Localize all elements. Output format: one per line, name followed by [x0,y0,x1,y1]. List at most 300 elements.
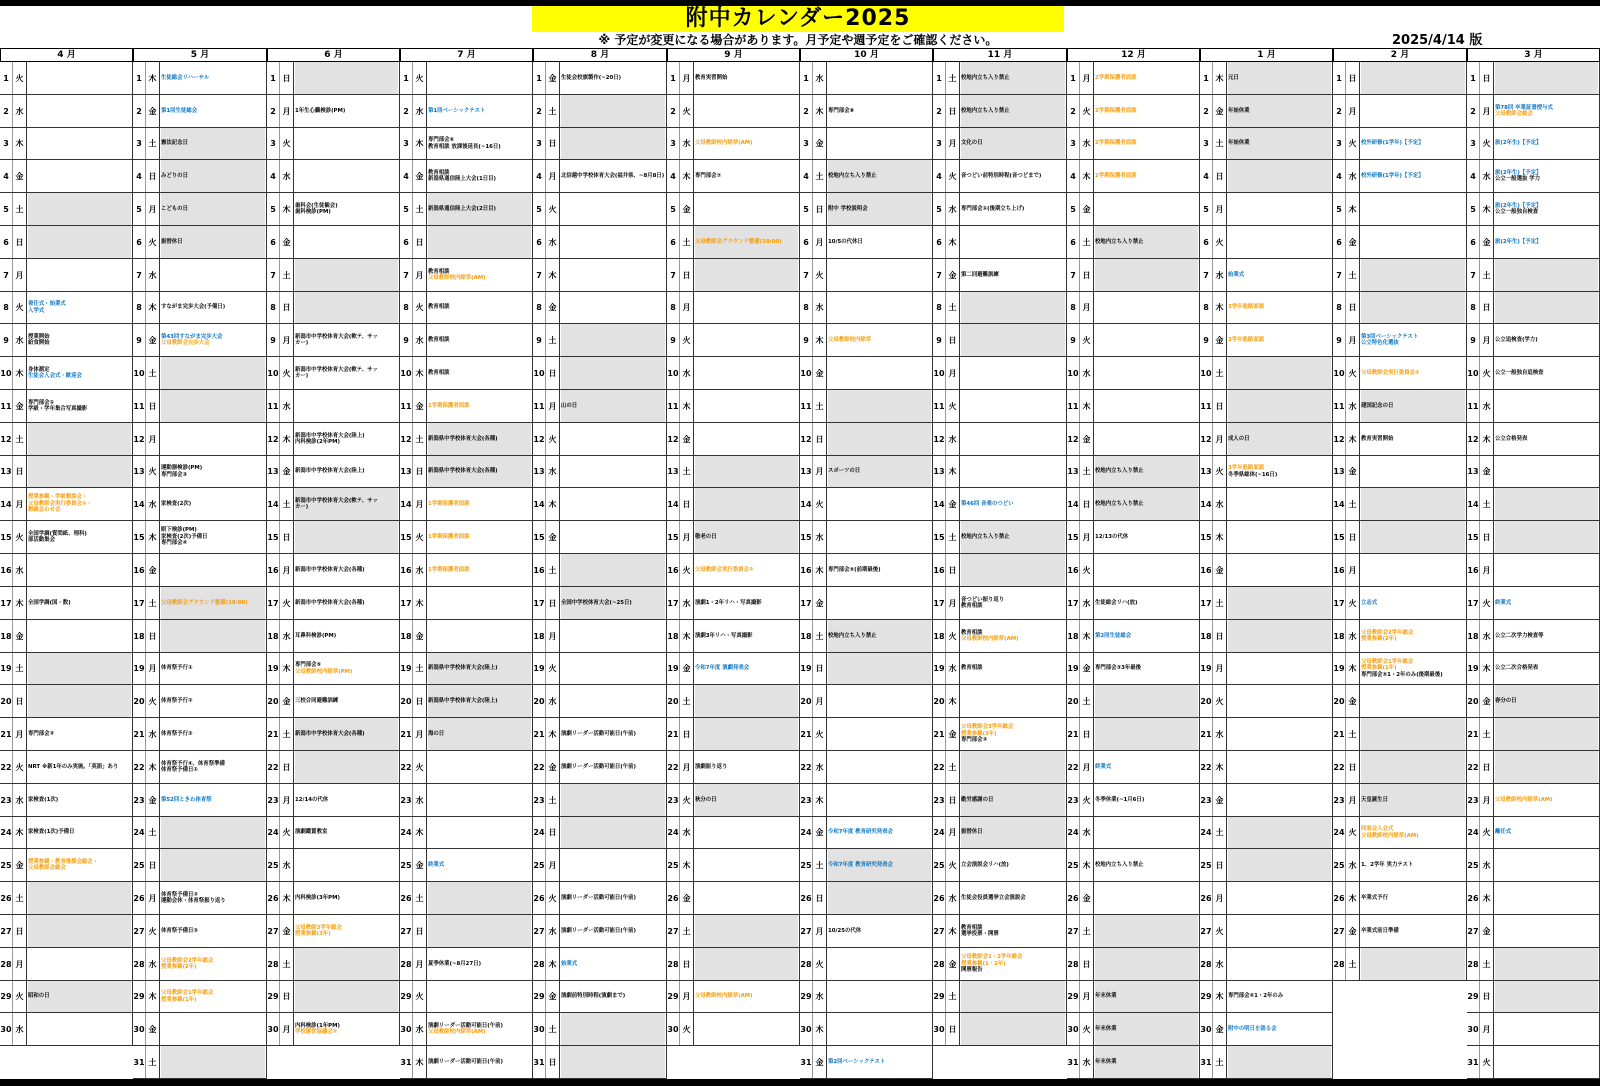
weekday-label: 木 [1346,653,1360,684]
day-cell [533,521,667,554]
event-line: 新潟県通信陸上大会(2日目) [428,205,496,212]
event-text [1095,1013,1198,1045]
day-number: 4 [933,160,946,192]
day-number: 13 [133,456,146,487]
weekday-label: 水 [1080,1046,1094,1078]
day-number: 13 [667,456,680,487]
day-number: 9 [1467,324,1480,356]
day-cell [133,128,267,160]
event-text [161,488,265,520]
event-text [1495,981,1598,1012]
event-text [961,160,1065,192]
day-cell [1200,915,1333,948]
event-text [1495,324,1598,356]
day-number: 30 [1467,1013,1480,1045]
day-cell [933,882,1067,915]
weekday-label: 月 [946,128,960,159]
event-line: 体育祭予行④、体育祭準備 体育祭予備日① [161,760,225,773]
event-text [1495,882,1598,914]
event-text [161,423,265,455]
event-text [1495,718,1598,750]
day-cell [267,423,400,456]
weekday-label: 日 [946,95,960,127]
weekday-label: 日 [13,915,27,947]
event-text [695,95,798,127]
weekday-label: 火 [413,62,427,94]
day-number: 14 [933,488,946,520]
day-number: 29 [267,981,280,1012]
event-text [828,95,931,127]
weekday-label: 木 [413,128,427,159]
day-cell [667,1013,800,1046]
day-number: 22 [1200,751,1213,783]
weekday-label: 日 [413,226,427,258]
yearly-calendar-grid [0,48,1600,1079]
weekday-label: 木 [680,849,694,881]
event-text [428,685,531,717]
event-text [161,193,265,225]
day-number: 6 [400,226,413,258]
day-number: 12 [800,423,813,455]
day-cell [933,128,1067,160]
month-header: 1 月 [1200,48,1333,62]
day-number: 17 [667,587,680,619]
day-cell [800,784,933,817]
day-cell [267,259,400,292]
day-cell [1333,587,1467,620]
event-line: 音つどい前特別時程(音つどまで) [961,172,1042,179]
event-text [1228,226,1331,258]
day-number: 15 [800,521,813,553]
weekday-label: 水 [280,849,294,881]
event-text [1361,948,1465,980]
day-number: 1 [533,62,546,94]
day-cell [1067,849,1200,882]
event-text [561,292,665,323]
event-text [28,324,131,356]
day-number: 4 [667,160,680,192]
day-cell [400,95,533,128]
day-cell [533,488,667,521]
event-text [1495,554,1598,586]
day-number: 12 [533,423,546,455]
event-text [1495,62,1598,94]
day-number: 11 [133,390,146,422]
weekday-label: 日 [946,1013,960,1045]
day-cell [1067,882,1200,915]
day-cell [133,193,267,226]
day-number: 26 [267,882,280,914]
event-line: 昭和の日 [28,993,50,1000]
day-cell [1333,554,1467,587]
event-line: 演劇リーダー活動可能日(午前) [561,730,637,737]
day-cell [267,1013,400,1046]
event-text [961,259,1065,291]
weekday-label: 月 [146,423,160,455]
event-line: 第1回生徒総会 [161,107,198,114]
event-text [161,817,265,848]
day-cell [1067,948,1200,981]
empty-day-cell [0,1046,133,1079]
event-text [428,718,531,750]
weekday-label: 月 [1480,784,1494,816]
day-cell [1067,620,1200,653]
weekday-label: 木 [146,521,160,553]
weekday-label: 火 [280,357,294,389]
day-number: 5 [1067,193,1080,225]
day-number: 27 [1333,915,1346,947]
day-number: 2 [1467,95,1480,127]
event-text [295,1013,398,1045]
weekday-label: 土 [1480,259,1494,291]
day-number: 18 [933,620,946,652]
weekday-label: 金 [146,554,160,586]
day-number: 29 [1200,981,1213,1012]
weekday-label: 火 [1080,324,1094,356]
weekday-label: 水 [1346,160,1360,192]
day-number: 12 [1067,423,1080,455]
event-line: 新潟市中学校体育大会(陸上) [295,468,365,475]
weekday-label: 火 [1346,128,1360,159]
event-text [828,324,931,356]
day-number: 6 [1333,226,1346,258]
event-text [828,653,931,684]
weekday-label: 水 [413,324,427,356]
day-number: 4 [533,160,546,192]
event-text [1095,193,1198,225]
event-text [561,95,665,127]
day-cell [0,226,133,259]
day-number: 30 [933,1013,946,1045]
event-text [1361,718,1465,750]
day-number: 26 [0,882,13,914]
day-cell [933,653,1067,685]
day-cell [533,292,667,324]
event-text [695,685,798,717]
day-number: 22 [1067,751,1080,783]
day-cell [533,193,667,226]
event-text [1095,849,1198,881]
event-text [1228,948,1331,980]
day-cell [400,226,533,259]
event-line: 授業参観・学級懇談会・ 父母教師会実行委員会①・ 懇親会わせ会 [28,494,92,514]
weekday-label: 土 [280,259,294,291]
day-number: 15 [400,521,413,553]
day-number: 2 [133,95,146,127]
event-line: 生徒総会リハーサル [161,74,210,81]
weekday-label: 水 [146,488,160,520]
event-line: 附中 学校説明会 [828,205,868,212]
day-number: 3 [0,128,13,159]
day-number: 14 [1333,488,1346,520]
day-cell [1333,128,1467,160]
day-number: 30 [267,1013,280,1045]
event-text [1095,817,1198,848]
day-number: 9 [1067,324,1080,356]
day-cell [1067,554,1200,587]
event-text [161,751,265,783]
day-number: 30 [800,1013,813,1045]
day-number: 3 [1467,128,1480,159]
event-line: 父母教師会1・2学年総会 授業参観(1・2年) [961,954,1023,967]
day-number: 5 [533,193,546,225]
event-line: 校地内立ち入り禁止 [961,107,1010,114]
event-line: 専門部会①(後期立ち上げ) [961,205,1025,212]
day-cell [933,193,1067,226]
weekday-label: 日 [1480,62,1494,94]
day-cell [400,882,533,915]
weekday-label: 金 [813,128,827,159]
event-text [161,390,265,422]
event-line: 教育相談 [961,629,983,636]
event-text [28,718,131,750]
day-cell [0,128,133,160]
day-cell [533,882,667,915]
day-cell [533,718,667,751]
day-cell [1067,456,1200,488]
weekday-label: 木 [946,456,960,487]
day-cell [400,948,533,981]
event-line: 学校運営協議会① [295,1029,338,1035]
event-text [295,587,398,619]
day-number: 1 [1467,62,1480,94]
day-number: 1 [133,62,146,94]
day-number: 28 [800,948,813,980]
event-text [828,817,931,848]
weekday-label: 木 [946,685,960,717]
event-text [828,128,931,159]
weekday-label: 日 [280,981,294,1012]
day-cell [1200,324,1333,357]
day-number: 24 [400,817,413,848]
event-line: 父母教師会完歩大会 [161,340,210,346]
weekday-label: 月 [680,62,694,94]
day-number: 17 [800,587,813,619]
event-line: 公立二次合格発表 [1495,665,1539,672]
day-cell [1333,784,1467,817]
weekday-label: 水 [813,292,827,323]
day-cell [933,554,1067,587]
event-text [828,587,931,619]
event-text [428,587,531,619]
day-cell [800,259,933,292]
event-text [695,915,798,947]
day-number: 25 [1200,849,1213,881]
event-line: 内科検診(1年PM) [295,1022,340,1029]
event-text [295,456,398,487]
event-text [1095,95,1198,127]
event-text [561,751,665,783]
event-line: 家検査(2次) [161,500,192,507]
day-cell [1200,718,1333,751]
event-text [28,849,131,881]
weekday-label: 木 [1213,751,1227,783]
event-text [428,1046,531,1078]
event-line: 専門部会⑤ [295,662,322,669]
weekday-label: 水 [13,324,27,356]
day-cell [933,62,1067,95]
event-text [28,653,131,684]
day-cell [267,685,400,718]
day-number: 22 [267,751,280,783]
day-cell [133,882,267,915]
day-number: 19 [0,653,13,684]
day-cell [933,718,1067,751]
day-number: 9 [400,324,413,356]
event-line: 公立一般独自追検査 [1495,369,1544,376]
weekday-label: 火 [1080,784,1094,816]
weekday-label: 日 [546,357,560,389]
weekday-label: 月 [813,685,827,717]
day-cell [1200,357,1333,390]
day-number: 20 [1333,685,1346,717]
event-line: 10/5の代休日 [828,238,863,245]
event-text [1228,128,1331,159]
weekday-label: 土 [1080,915,1094,947]
event-line: 新潟市中学校体育大会(各種) [295,730,365,737]
day-number: 9 [1333,324,1346,356]
day-cell [0,751,133,784]
weekday-label: 金 [946,488,960,520]
weekday-label: 木 [1213,521,1227,553]
day-cell [400,915,533,948]
event-text [1228,620,1331,652]
day-cell [0,784,133,817]
event-line: 建国記念の日 [1361,402,1394,409]
day-cell [1067,324,1200,357]
day-number: 19 [1200,653,1213,684]
day-cell [933,226,1067,259]
day-number: 22 [933,751,946,783]
event-text [695,324,798,356]
event-text [961,948,1065,980]
weekday-label: 土 [546,1013,560,1045]
day-number: 6 [1467,226,1480,258]
day-number: 5 [800,193,813,225]
weekday-label: 日 [813,193,827,225]
day-number: 8 [1467,292,1480,323]
day-number: 16 [667,554,680,586]
weekday-label: 火 [1213,226,1227,258]
event-text [295,324,398,356]
day-number: 30 [0,1013,13,1045]
weekday-label: 月 [413,488,427,520]
event-text [295,981,398,1012]
weekday-label: 金 [680,193,694,225]
day-number: 6 [933,226,946,258]
weekday-label: 火 [946,390,960,422]
weekday-label: 月 [1080,981,1094,1012]
event-text [28,357,131,389]
day-cell [533,981,667,1013]
event-line: 1学期保護者面談 [428,533,470,540]
event-text [961,587,1065,619]
day-number: 31 [400,1046,413,1078]
event-line: 校地内立ち入り禁止 [961,74,1010,81]
calendar-title: 附中カレンダー2025 [532,6,1064,32]
event-line: 公立二次学力検査等 [1495,632,1544,639]
weekday-label: 木 [813,554,827,586]
event-text [561,587,665,619]
day-number: 7 [800,259,813,291]
weekday-label: 土 [413,423,427,455]
day-number: 12 [1333,423,1346,455]
day-number: 26 [133,882,146,914]
day-cell [1333,521,1467,554]
event-text [161,521,265,553]
event-line: 演劇リーダー活動可能日(午前) [561,763,637,770]
event-text [695,259,798,291]
day-cell [933,685,1067,718]
day-number: 3 [1200,128,1213,159]
event-text [1361,849,1465,881]
event-text [428,981,531,1012]
day-number: 4 [1067,160,1080,192]
event-line: 身体測定 [28,366,50,373]
day-cell [400,685,533,718]
event-text [1228,981,1331,1012]
day-cell [0,521,133,554]
day-number: 26 [533,882,546,914]
event-text [1095,915,1198,947]
event-text [961,882,1065,914]
weekday-label: 火 [680,324,694,356]
weekday-label: 日 [13,226,27,258]
event-text [1228,915,1331,947]
day-cell [1067,62,1200,95]
day-number: 18 [1067,620,1080,652]
event-text [28,488,131,520]
day-cell [1467,62,1600,95]
weekday-label: 火 [546,423,560,455]
day-cell [1200,1013,1333,1046]
day-number: 15 [0,521,13,553]
weekday-label: 火 [1480,587,1494,619]
event-text [1095,390,1198,422]
event-text [28,915,131,947]
day-number: 15 [1467,521,1480,553]
weekday-label: 月 [1480,554,1494,586]
weekday-label: 火 [1346,587,1360,619]
weekday-label: 日 [1080,488,1094,520]
event-text [1361,554,1465,586]
day-cell [1333,226,1467,259]
event-text [28,456,131,487]
event-text [1495,259,1598,291]
event-line: 憲法記念日 [161,140,188,147]
event-line: 授業参観・教育後援会総会・ 父母教師会総会 [28,858,99,871]
weekday-label: 日 [1346,292,1360,323]
month-header: 6 月 [267,48,400,62]
day-number: 20 [667,685,680,717]
event-text [28,620,131,652]
weekday-label: 金 [1213,1013,1227,1045]
day-cell [1067,292,1200,324]
weekday-label: 月 [1346,324,1360,356]
event-text [1095,423,1198,455]
day-number: 17 [133,587,146,619]
event-text [828,849,931,881]
weekday-label: 土 [546,554,560,586]
day-cell [0,292,133,324]
event-text [1228,193,1331,225]
day-number: 27 [533,915,546,947]
event-line: 新潟市中学校体育大会(陸上) 内科検診(2年PM) [295,432,365,445]
event-text [1495,587,1598,619]
weekday-label: 金 [1346,685,1360,717]
weekday-label: 月 [546,160,560,192]
event-line: 1学期保護者面談 [428,402,470,409]
